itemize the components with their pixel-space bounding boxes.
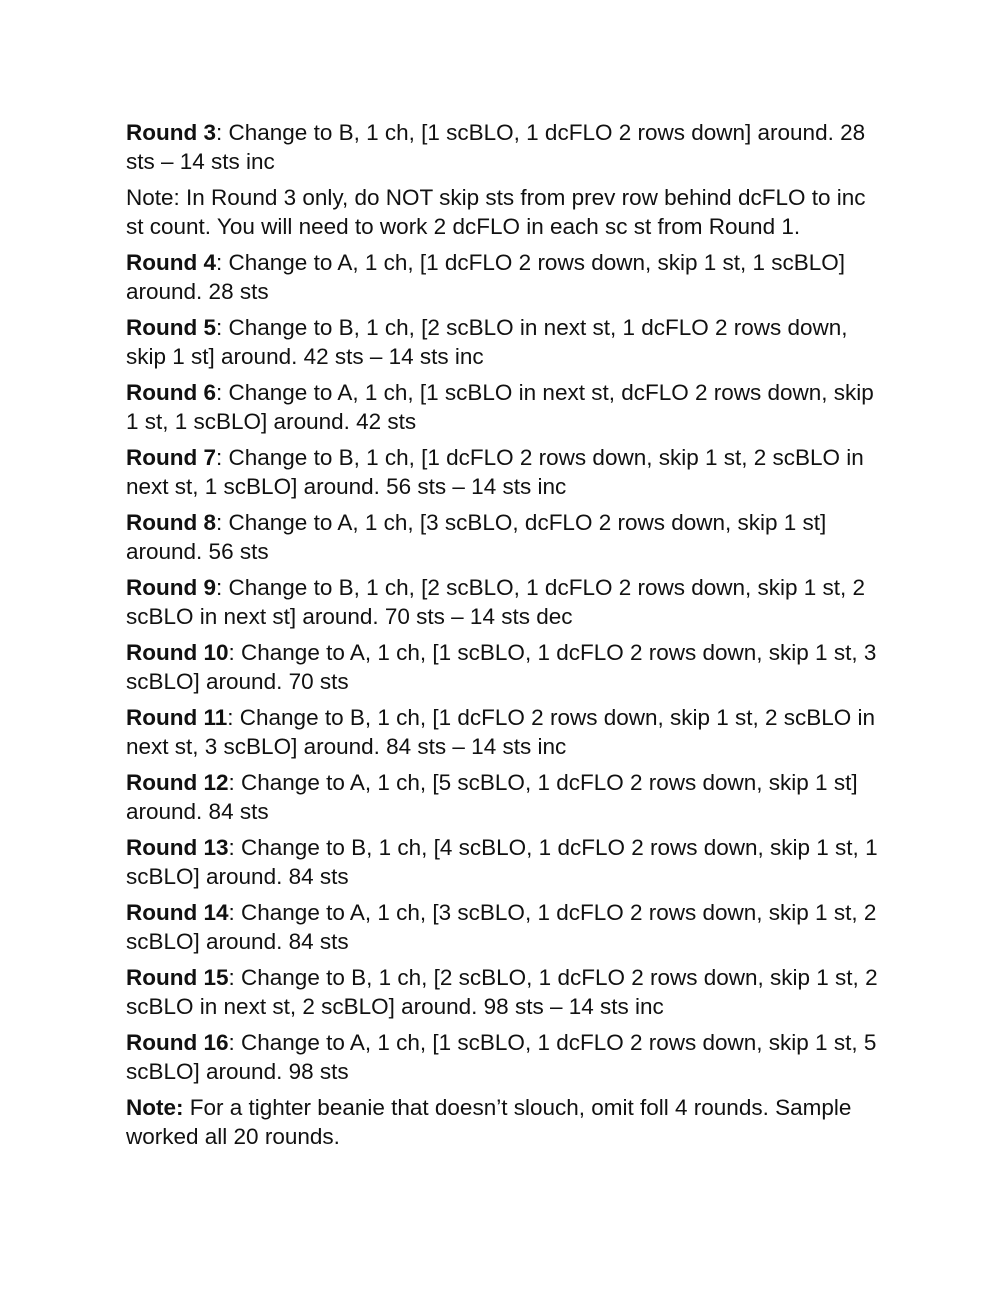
round-label: Round 3 <box>126 120 216 145</box>
round-instructions: : Change to B, 1 ch, [1 scBLO, 1 dcFLO 2 rows down] around. 28 sts – 14 sts inc <box>126 120 866 174</box>
round-9-paragraph <box>126 573 886 631</box>
round-instructions: : Change to B, 1 ch, [2 scBLO in next st, 1 dcFLO 2 rows down, skip 1 st] around. 42 sts – 14 sts inc <box>126 315 848 369</box>
round-instructions: : Change to A, 1 ch, [1 scBLO in next st, dcFLO 2 rows down, skip 1 st, 1 scBLO] around. 42 sts <box>126 380 874 434</box>
round-8-paragraph <box>126 508 886 566</box>
round-label: Round 9 <box>126 575 216 600</box>
round-instructions: : Change to B, 1 ch, [4 scBLO, 1 dcFLO 2 rows down, skip 1 st, 1 scBLO] around. 84 sts <box>126 835 878 889</box>
round-instructions: : Change to A, 1 ch, [5 scBLO, 1 dcFLO 2 rows down, skip 1 st] around. 84 sts <box>126 770 858 824</box>
note-text: Note: In Round 3 only, do NOT skip sts from prev row behind dcFLO to inc st count. You will need to work 2 dcFLO in each sc st from Round 1. <box>126 185 866 239</box>
round-11-paragraph <box>126 703 886 761</box>
round-label: Round 13 <box>126 835 229 860</box>
round-label: Round 8 <box>126 510 216 535</box>
round-instructions: : Change to B, 1 ch, [1 dcFLO 2 rows down, skip 1 st, 2 scBLO in next st, 1 scBLO] around. 56 sts – 14 sts inc <box>126 445 864 499</box>
round-instructions: : Change to B, 1 ch, [2 scBLO, 1 dcFLO 2 rows down, skip 1 st, 2 scBLO in next st] around. 70 sts – 14 sts dec <box>126 575 866 629</box>
round-label: Round 5 <box>126 315 216 340</box>
round-label: Round 4 <box>126 250 216 275</box>
round-label: Round 12 <box>126 770 229 795</box>
round-instructions: : Change to B, 1 ch, [1 dcFLO 2 rows down, skip 1 st, 2 scBLO in next st, 3 scBLO] around. 84 sts – 14 sts inc <box>126 705 876 759</box>
round-16-paragraph <box>126 1028 886 1086</box>
round-10-paragraph <box>126 638 886 696</box>
round-label: Round 15 <box>126 965 229 990</box>
round-label: Round 11 <box>126 705 228 730</box>
final-note-paragraph <box>126 1093 886 1151</box>
round-instructions: : Change to A, 1 ch, [1 scBLO, 1 dcFLO 2 rows down, skip 1 st, 3 scBLO] around. 70 sts <box>126 640 877 694</box>
round-instructions: : Change to A, 1 ch, [1 scBLO, 1 dcFLO 2 rows down, skip 1 st, 5 scBLO] around. 98 sts <box>126 1030 877 1084</box>
note-text: For a tighter beanie that doesn’t slouch, omit foll 4 rounds. Sample worked all 20 rounds. <box>126 1095 852 1149</box>
round-5-paragraph <box>126 313 886 371</box>
round-15-paragraph <box>126 963 886 1021</box>
round-instructions: : Change to A, 1 ch, [3 scBLO, 1 dcFLO 2 rows down, skip 1 st, 2 scBLO] around. 84 sts <box>126 900 877 954</box>
round-label: Round 6 <box>126 380 216 405</box>
round-3-note-paragraph <box>126 183 886 241</box>
round-7-paragraph <box>126 443 886 501</box>
round-12-paragraph <box>126 768 886 826</box>
note-label: Note: <box>126 1095 184 1120</box>
round-3-paragraph <box>126 118 886 176</box>
round-label: Round 16 <box>126 1030 229 1055</box>
round-4-paragraph <box>126 248 886 306</box>
round-13-paragraph <box>126 833 886 891</box>
round-6-paragraph <box>126 378 886 436</box>
round-label: Round 10 <box>126 640 229 665</box>
pattern-page <box>126 118 886 1158</box>
round-instructions: : Change to A, 1 ch, [1 dcFLO 2 rows down, skip 1 st, 1 scBLO] around. 28 sts <box>126 250 846 304</box>
round-instructions: : Change to B, 1 ch, [2 scBLO, 1 dcFLO 2 rows down, skip 1 st, 2 scBLO in next st, 2 scBLO] around. 98 sts – 14 sts inc <box>126 965 878 1019</box>
round-instructions: : Change to A, 1 ch, [3 scBLO, dcFLO 2 rows down, skip 1 st] around. 56 sts <box>126 510 827 564</box>
round-label: Round 14 <box>126 900 229 925</box>
round-label: Round 7 <box>126 445 216 470</box>
round-14-paragraph <box>126 898 886 956</box>
